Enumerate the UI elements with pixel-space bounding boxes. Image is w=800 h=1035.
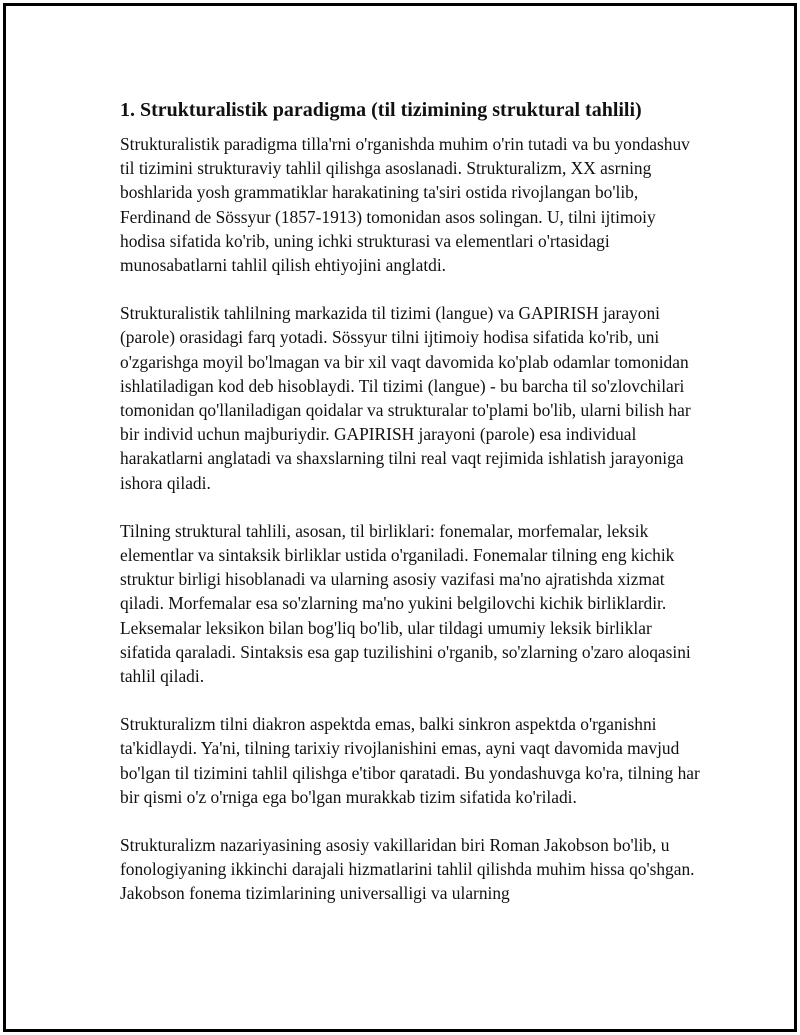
- paragraph: Strukturalistik paradigma tilla'rni o'rganishda muhim o'rin tutadi va bu yondashuv til tizimini strukturaviy tahlil qilishga asoslanadi. Strukturalizm, XX asrning boshlarida yosh grammatiklar harakatining ta'siri ostida rivojlangan bo'lib, Ferdinand de Sössyur (1857-1913) tomonidan asos solingan. U, tilni ijtimoiy hodisa sifatida ko'rib, uning ichki strukturasi va elementlari o'rtasidagi munosabatlarni tahlil qilish ehtiyojini anglatdi.: [120, 134, 690, 276]
- paragraph: Strukturalizm tilni diakron aspektda emas, balki sinkron aspektda o'rganishni ta'kidlaydi. Ya'ni, tilning tarixiy rivojlanishini emas, ayni vaqt davomida mavjud bo'lgan til tizimini tahlil qilishga e'tibor qaratadi. Bu yondashuvga ko'ra, tilning har bir qismi o'z o'rniga ega bo'lgan murakkab tizim sifatida ko'riladi.: [120, 714, 700, 807]
- page-frame: [3, 3, 797, 1032]
- paragraph: Strukturalizm nazariyasining asosiy vakillaridan biri Roman Jakobson bo'lib, u fonologiyaning ikkinchi darajali hizmatlarini tahlil qilishda muhim hissa qo'shgan. Jakobson fonema tizimlarining universalligi va ularning: [120, 835, 695, 904]
- document-body: [120, 96, 700, 906]
- paragraph: Strukturalistik tahlilning markazida til tizimi (langue) va GAPIRISH jarayoni (parole) orasidagi farq yotadi. Sössyur tilni ijtimoiy hodisa sifatida ko'rib, uni o'zgarishga moyil bo'lmagan va bir xil vaqt davomida ko'plab odamlar tomonidan ishlatiladigan kod deb hisoblaydi. Til tizimi (langue) - bu barcha til so'zlovchilari tomonidan qo'llaniladigan qoidalar va strukturalar to'plami bo'lib, ularni bilish har bir individ uchun majburiydir. GAPIRISH jarayoni (parole) esa individual harakatlarni anglatadi va shaxslarning tilni real vaqt rejimida ishlatish jarayoniga ishora qiladi.: [120, 303, 691, 493]
- section-heading: 1. Strukturalistik paradigma (til tizimining struktural tahlili): [120, 99, 642, 121]
- paragraph: Tilning struktural tahlili, asosan, til birliklari: fonemalar, morfemalar, leksik elementlar va sintaksik birliklar ustida o'rganiladi. Fonemalar tilning eng kichik struktur birligi hisoblanadi va ularning asosiy vazifasi ma'no ajratishda xizmat qiladi. Morfemalar esa so'zlarning ma'no yukini belgilovchi kichik birliklardir. Leksemalar leksikon bilan bog'liq bo'lib, ular tildagi umumiy leksik birliklar sifatida qaraladi. Sintaksis esa gap tuzilishini o'rganib, so'zlarning o'zaro aloqasini tahlil qiladi.: [120, 520, 691, 687]
